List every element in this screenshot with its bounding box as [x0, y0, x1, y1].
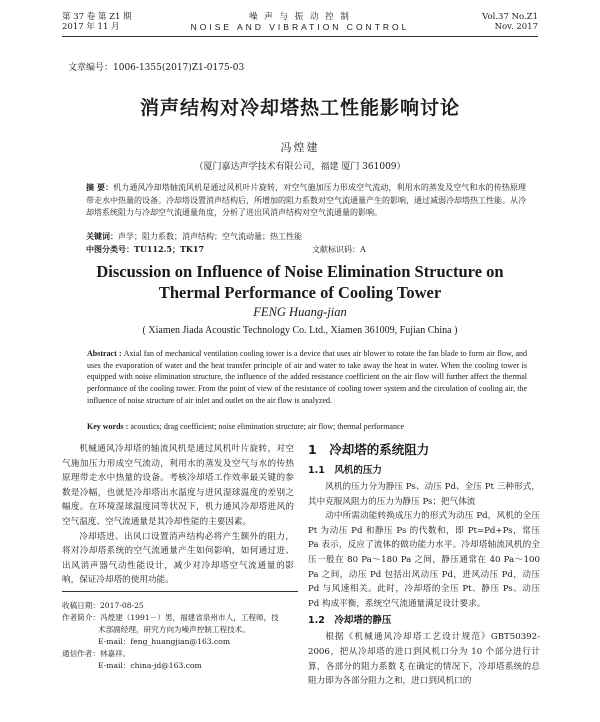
chinese-affiliation: （厦门嘉达声学技术有限公司，福建 厦门 361009） — [194, 162, 406, 172]
english-title — [0, 261, 600, 303]
chinese-abstract — [86, 181, 526, 220]
classification-line — [86, 244, 366, 255]
chinese-title: 消声结构对冷却塔热工性能影响讨论 — [139, 97, 460, 119]
chinese-keywords — [86, 231, 302, 242]
english-title-line1: Discussion on Influence of Noise Elimination Structure on — [96, 262, 504, 281]
document-code: 文献标识码：A — [312, 245, 366, 254]
english-abstract-text: Axial fan of mechanical ventilation cooling tower is a device that uses air blower to rotate the fan blade to form air flow, and uses the evaporation of water and the heat transfer principle of air and water to take away the heat in water. When the cooling tower is equipped with noise elimination structure, the influence of the added resistance coefficient on the air flow will further affect the thermal performance of the cooling tower. From the point of view of the resistance of cooling tower system and the circulation of cooling air, the influence of noise structure of air inlet and outlet on the air flow is analyzed. — [87, 349, 528, 405]
body-paragraph-2: 动中所需动能转换成压力的形式为动压 Pd，风机的全压 Pt 为动压 Pd 和静压 Ps 的代数和，即 Pt=Pd+Ps，常压 Pa 表示，反应了流体的做功能力水平。冷却塔轴流风机的全压一般在 80 Pa～180 Pa 之间，静压通常在 40 Pa～100 Pa 之间，动压 Pd 包括出风动压 Pd，进风动压 Pd，动压 Pd 与风速相关。此时，冷却塔的全压 Pt、静压 Ps、动压 Pd 构成平衡，系统空气流通量满足设计要求。 — [308, 511, 540, 609]
english-keywords-text: acoustics; drag coefficient; noise elimination structure; air flow; thermal performance — [130, 422, 405, 431]
author-email: E-mail：feng_huangjian@163.com — [98, 637, 231, 646]
chinese-abstract-text: 机力通风冷却塔轴流风机是通过风机叶片旋转，对空气施加压力形成空气流动，利用水的蒸发及空气和水的传热原理带走水中热量的设备。冷却塔设置消声结构后，所增加的阻力系数对空气流通量产生的影响，通过减弱冷却塔热工性能。从冷却塔系统阻力与冷却空气流通量角度，分析了进出风消声结构对空气流通量的影响。 — [86, 183, 526, 217]
chinese-abstract-label: 摘 要： — [86, 182, 114, 192]
english-abstract — [87, 348, 527, 407]
volume-issue-cn: 第 37 卷 第 Z1 期 — [62, 12, 132, 22]
english-abstract-label: Abstract : — [87, 349, 124, 358]
english-author: FENG Huang-jian — [253, 305, 347, 319]
date-en: Nov. 2017 — [494, 22, 538, 32]
chinese-keywords-text: 声学；阻力系数；消声结构；空气流动量；热工性能 — [118, 232, 302, 241]
intro-paragraph-1: 机械通风冷却塔的轴流风机是通过风机叶片旋转，对空气施加压力形成空气流动，利用水的蒸发及空气与水的传热原理带走水中热量的设备。考核冷却塔工作效率最关键的参数是冷幅，也就是冷却塔出水温度与进风湿球温度的差别之幅度。在环境湿球温度同等状况下，机力通风冷却塔进风的空气温度、空气流通量是其冷却性能的主要因素。 — [62, 444, 294, 527]
body-paragraph-3: 根据《机械通风冷却塔工艺设计规范》GBT50392-2006，把从冷却塔的进口到风机口分为 10 个部分进行计算，各部分的阻力系数 ξ 在确定的情况下，冷却塔系统的总阻力即为各部分阻力之和，进口到风机口的 — [308, 632, 540, 687]
footnotes — [62, 591, 298, 672]
subsection-heading-1-2: 1.2 冷却塔的静压 — [308, 615, 392, 627]
running-header — [62, 12, 538, 34]
english-affiliation: ( Xiamen Jiada Acoustic Technology Co. Ltd., Xiamen 361009, Fujian China ) — [142, 325, 458, 336]
body-paragraph-1: 风机的压力分为静压 Ps、动压 Pd、全压 Pt 三种形式，其中克服风阻力的压力为静压 Ps；把气体流 — [308, 482, 540, 507]
body-left-column — [62, 442, 294, 588]
author-info-line1: 作者简介：冯煌建（1991－）男，福建省泉州市人，工程师，技 — [62, 613, 279, 622]
english-keywords-label: Key words : — [87, 422, 131, 431]
chinese-author: 冯煌建 — [280, 141, 320, 154]
intro-paragraph-2: 冷却塔进、出风口设置消声结构必将产生额外的阻力，将对冷却塔系统的空气流通量产生如何影响，如何通过进、出风消声器气动性能设计，减少对冷却塔空气流通量的影响，保证冷却塔的使用功能。 — [62, 531, 294, 586]
journal-name-cn: 噪 声 与 振 动 控 制 — [249, 12, 351, 22]
corresponding-email: E-mail：china-jd@163.com — [98, 661, 202, 670]
received-date: 收稿日期：2017-08-25 — [62, 601, 144, 610]
author-info-line2: 术部副经理，研究方向为噪声控制工程技术。 — [98, 625, 250, 634]
classification-number: 中图分类号：TU112.5；TK17 — [86, 244, 205, 254]
volume-issue-en: Vol.37 No.Z1 — [482, 12, 538, 22]
section-heading-1: 1 冷却塔的系统阻力 — [308, 442, 430, 457]
english-keywords — [87, 422, 527, 431]
journal-name-en: NOISE AND VIBRATION CONTROL — [190, 22, 410, 32]
header-right — [482, 12, 538, 32]
date-cn: 2017 年 11 月 — [62, 22, 120, 32]
subsection-heading-1-1: 1.1 风机的压力 — [308, 465, 382, 476]
english-title-line2: Thermal Performance of Cooling Tower — [158, 283, 442, 302]
article-number: 文章编号：1006-1355(2017)Z1-0175-03 — [68, 63, 245, 73]
header-rule — [62, 36, 538, 37]
chinese-keywords-label: 关键词： — [86, 231, 118, 241]
corresponding-author: 通信作者：林嘉祥。 — [62, 649, 131, 658]
body-right-column — [308, 442, 540, 689]
